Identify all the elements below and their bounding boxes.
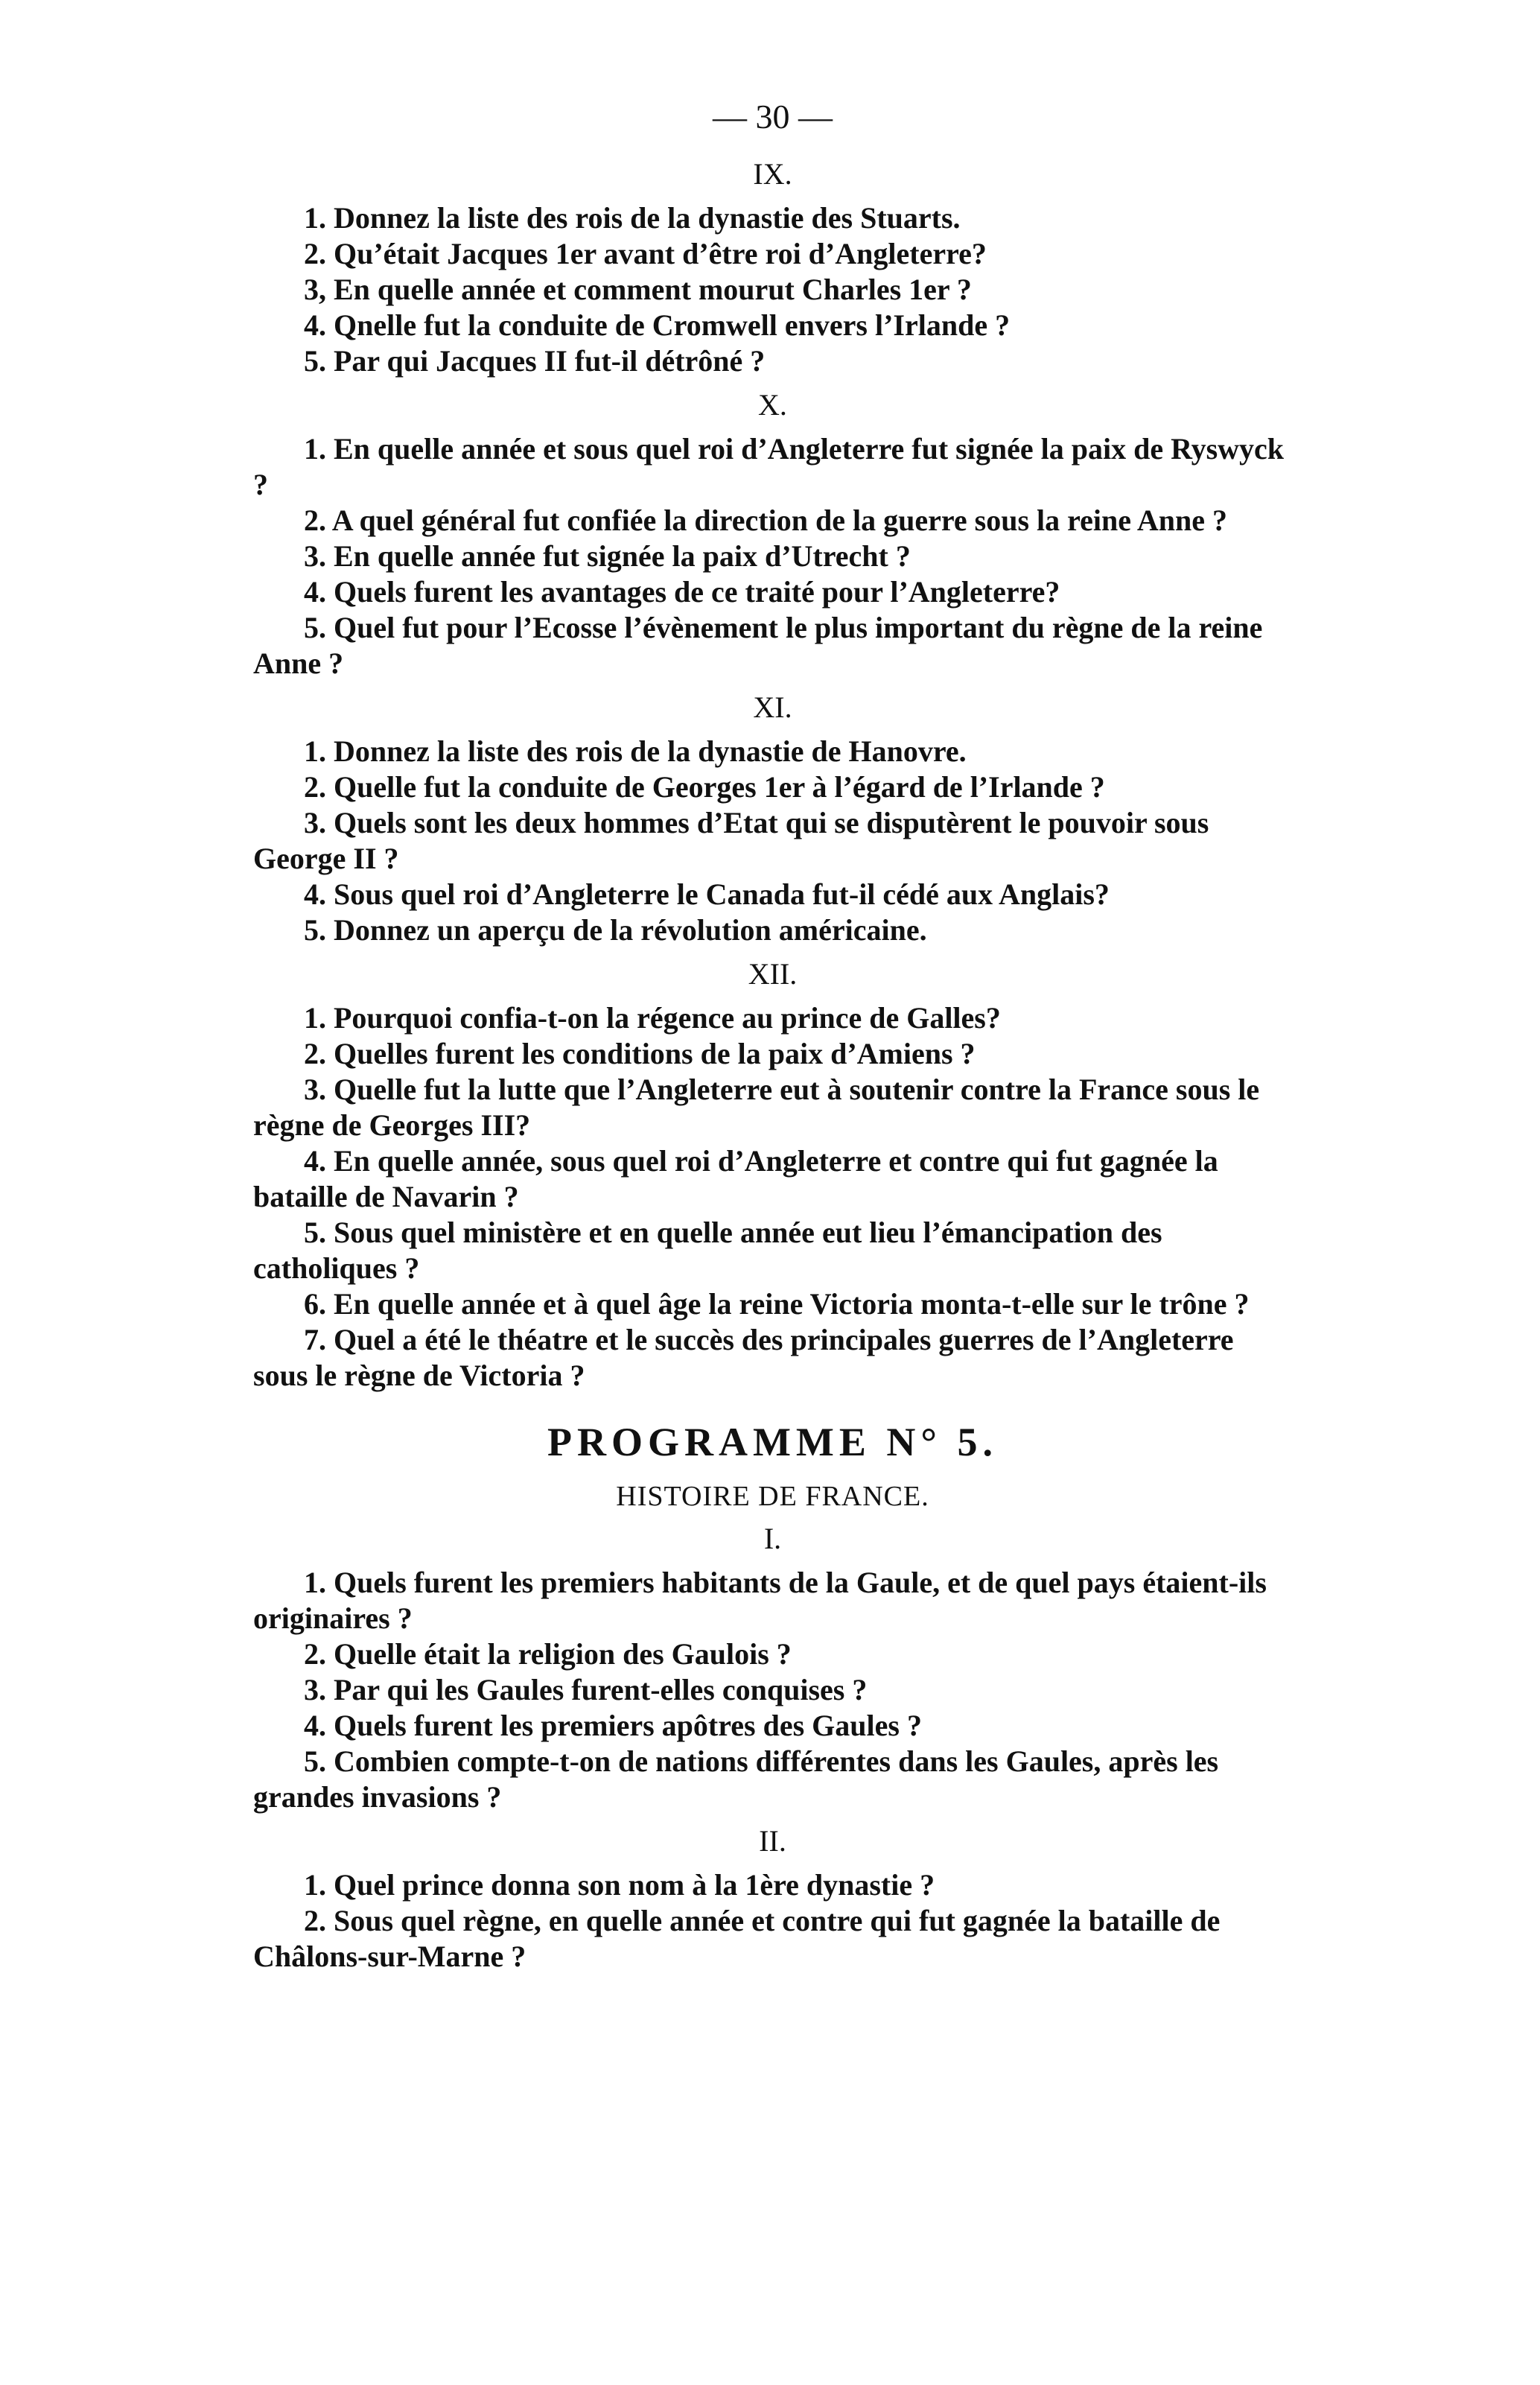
question-item [253, 431, 1292, 503]
question-number: 7. [304, 1323, 326, 1356]
question-item [253, 1565, 1292, 1636]
question-text: Qu’était Jacques 1er avant d’être roi d’Angleterre? [334, 237, 987, 270]
question-number: 4. [304, 308, 326, 342]
question-number: 3. [304, 539, 326, 573]
question-number: 1. [304, 201, 326, 235]
question-item [253, 272, 1292, 308]
question-text: Donnez la liste des rois de la dynastie des Stuarts. [334, 201, 961, 235]
question-number: 6. [304, 1287, 326, 1321]
question-number: 1. [304, 1868, 326, 1902]
question-item [253, 1322, 1292, 1394]
question-number: 4. [304, 1144, 326, 1178]
question-text: Quels sont les deux hommes d’Etat qui se disputèrent le pouvoir sous George II ? [253, 806, 1209, 875]
question-item [253, 1000, 1292, 1036]
question-section [253, 689, 1292, 948]
question-number: 4. [304, 1709, 326, 1742]
question-text: Qnelle fut la conduite de Cromwell envers l’Irlande ? [334, 308, 1011, 342]
question-item [253, 1672, 1292, 1708]
question-text: Par qui Jacques II fut-il détrôné ? [334, 344, 766, 378]
question-text: Quelles furent les conditions de la paix d’Amiens ? [334, 1037, 976, 1070]
question-text: Quelle fut la lutte que l’Angleterre eut à soutenir contre la France sous le règne de Georges III? [253, 1073, 1260, 1142]
question-text: Quelle fut la conduite de Georges 1er à l’égard de l’Irlande ? [334, 770, 1105, 804]
question-text: Quels furent les premiers habitants de la Gaule, et de quel pays étaient-ils originaires ? [253, 1566, 1267, 1635]
question-number: 5. [304, 344, 326, 378]
sections-group-a [253, 156, 1292, 1394]
question-section [253, 387, 1292, 682]
section-title: X. [758, 388, 787, 422]
question-section [253, 1520, 1292, 1815]
question-number: 2. [304, 1037, 326, 1070]
question-item [253, 1903, 1292, 1975]
question-number: 2. [304, 237, 326, 270]
question-text: En quelle année fut signée la paix d’Utrecht ? [334, 539, 911, 573]
question-text: Donnez la liste des rois de la dynastie de Hanovre. [334, 734, 967, 768]
question-text: Donnez un aperçu de la révolution américaine. [334, 913, 927, 947]
question-number: 5. [304, 913, 326, 947]
question-item [253, 1143, 1292, 1215]
question-number: 3. [304, 806, 326, 839]
question-text: En quelle année et sous quel roi d’Angleterre fut signée la paix de Ryswyck ? [253, 432, 1285, 501]
question-text: Quel fut pour l’Ecosse l’évènement le plus important du règne de la reine Anne ? [253, 611, 1263, 680]
question-number: 1. [304, 734, 326, 768]
question-item [253, 574, 1292, 610]
question-number: 1. [304, 432, 326, 466]
question-number: 3. [304, 1673, 326, 1706]
question-number: 2. [304, 504, 326, 537]
question-number: 1. [304, 1001, 326, 1035]
question-number: 2. [304, 770, 326, 804]
question-item [253, 1867, 1292, 1903]
question-section [253, 156, 1292, 379]
question-text: Quels furent les premiers apôtres des Gaules ? [334, 1709, 922, 1742]
question-text: Pourquoi confia-t-on la régence au prince de Galles? [334, 1001, 1001, 1035]
page [253, 97, 1292, 1982]
question-item [253, 912, 1292, 948]
question-number: 3, [304, 273, 326, 306]
question-item [253, 503, 1292, 539]
section-title: IX. [753, 157, 792, 191]
question-item [253, 236, 1292, 272]
question-item [253, 1708, 1292, 1744]
question-item [253, 1744, 1292, 1815]
question-section [253, 1823, 1292, 1975]
question-text: Quel prince donna son nom à la 1ère dynastie ? [334, 1868, 935, 1902]
question-item [253, 343, 1292, 379]
section-title: II. [759, 1824, 786, 1858]
section-title: I. [763, 1522, 782, 1555]
question-item [253, 200, 1292, 236]
question-text: Quels furent les avantages de ce traité pour l’Angleterre? [334, 575, 1060, 609]
question-number: 4. [304, 575, 326, 609]
question-number: 1. [304, 1566, 326, 1599]
question-number: 3. [304, 1073, 326, 1106]
programme-title: PROGRAMME N° 5. [547, 1420, 999, 1464]
question-item [253, 877, 1292, 912]
question-text: Par qui les Gaules furent-elles conquises ? [334, 1673, 868, 1706]
question-text: A quel général fut confiée la direction de la guerre sous la reine Anne ? [331, 504, 1227, 537]
question-number: 4. [304, 877, 326, 911]
question-number: 2. [304, 1637, 326, 1671]
question-text: En quelle année et comment mourut Charles 1er ? [334, 273, 972, 306]
question-item [253, 1636, 1292, 1672]
question-number: 5. [304, 1216, 326, 1249]
question-text: Sous quel ministère et en quelle année eut lieu l’émancipation des catholiques ? [253, 1216, 1162, 1285]
question-item [253, 805, 1292, 877]
question-text: Sous quel règne, en quelle année et contre qui fut gagnée la bataille de Châlons-sur-Marne ? [253, 1904, 1221, 1973]
question-text: En quelle année, sous quel roi d’Angleterre et contre qui fut gagnée la bataille de Navarin ? [253, 1144, 1218, 1213]
question-number: 5. [304, 611, 326, 644]
question-item [253, 539, 1292, 574]
question-text: Sous quel roi d’Angleterre le Canada fut-il cédé aux Anglais? [334, 877, 1110, 911]
question-text: En quelle année et à quel âge la reine Victoria monta-t-elle sur le trône ? [334, 1287, 1250, 1321]
question-item [253, 1215, 1292, 1286]
question-item [253, 308, 1292, 343]
section-title: XI. [753, 690, 792, 724]
programme-subtitle: HISTOIRE DE FRANCE. [616, 1481, 929, 1512]
page-number: — 30 — [713, 98, 833, 136]
section-title: XII. [748, 957, 798, 991]
question-number: 5. [304, 1744, 326, 1778]
question-item [253, 1286, 1292, 1322]
question-item [253, 769, 1292, 805]
question-text: Combien compte-t-on de nations différentes dans les Gaules, après les grandes invasions ? [253, 1744, 1219, 1814]
question-number: 2. [304, 1904, 326, 1937]
question-section [253, 956, 1292, 1394]
question-item [253, 610, 1292, 682]
question-text: Quel a été le théatre et le succès des principales guerres de l’Angleterre sous le règne de Victoria ? [253, 1323, 1234, 1392]
question-item [253, 1072, 1292, 1143]
question-item [253, 734, 1292, 769]
sections-group-b [253, 1520, 1292, 1975]
question-text: Quelle était la religion des Gaulois ? [334, 1637, 792, 1671]
question-item [253, 1036, 1292, 1072]
